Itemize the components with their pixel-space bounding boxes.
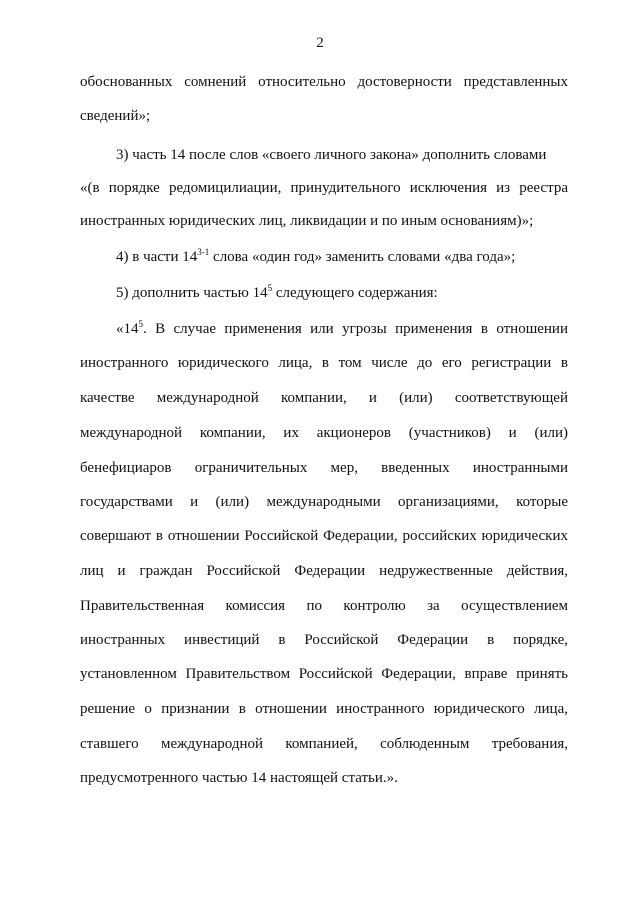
- text-line: решение о признании в отношении иностранного юридического лица,: [80, 701, 568, 717]
- text-line: установленном Правительством Российской Федерации, вправе принять: [80, 666, 568, 682]
- text-line: [116, 247, 515, 267]
- text-line: качестве международной компании, и (или) соответствующей: [80, 390, 568, 406]
- text-line: [116, 283, 438, 303]
- text-line: иностранного юридического лица, в том числе до его регистрации в: [80, 355, 568, 371]
- text-fragment: «14: [116, 321, 139, 337]
- superscript: 5: [138, 319, 143, 329]
- superscript: 3-1: [197, 247, 210, 257]
- text-line: предусмотренного частью 14 настоящей статьи.».: [80, 770, 398, 786]
- text-line: ставшего международной компанией, соблюденным требования,: [80, 736, 568, 752]
- text-line: «(в порядке редомицилиации, принудительного исключения из реестра: [80, 180, 568, 196]
- text-fragment: . В случае применения или угрозы применения в отношении: [143, 321, 568, 337]
- text-fragment: 4) в части 14: [116, 249, 198, 265]
- text-line: лиц и граждан Российской Федерации недружественные действия,: [80, 563, 568, 579]
- text-fragment: 5) дополнить частью 14: [116, 285, 268, 301]
- text-line: совершают в отношении Российской Федерации, российских юридических: [80, 528, 568, 544]
- text-line: бенефициаров ограничительных мер, введенных иностранными: [80, 460, 568, 476]
- text-line: [116, 319, 568, 339]
- superscript: 5: [267, 283, 273, 293]
- text-line: сведений»;: [80, 108, 151, 124]
- text-line: обоснованных сомнений относительно достоверности представленных: [80, 74, 568, 90]
- page-number: 2: [316, 35, 324, 51]
- text-line: иностранных юридических лиц, ликвидации и по иным основаниям)»;: [80, 213, 534, 229]
- text-line: государствами и (или) международными организациями, которые: [80, 494, 568, 510]
- text-line: международной компании, их акционеров (участников) и (или): [80, 425, 568, 441]
- text-fragment: слова «один год» заменить словами «два года»;: [209, 249, 516, 265]
- text-fragment: следующего содержания:: [272, 285, 438, 301]
- text-line: 3) часть 14 после слов «своего личного закона» дополнить словами: [116, 147, 547, 163]
- text-line: иностранных инвестиций в Российской Федерации в порядке,: [80, 632, 568, 648]
- text-line: Правительственная комиссия по контролю за осуществлением: [80, 598, 568, 614]
